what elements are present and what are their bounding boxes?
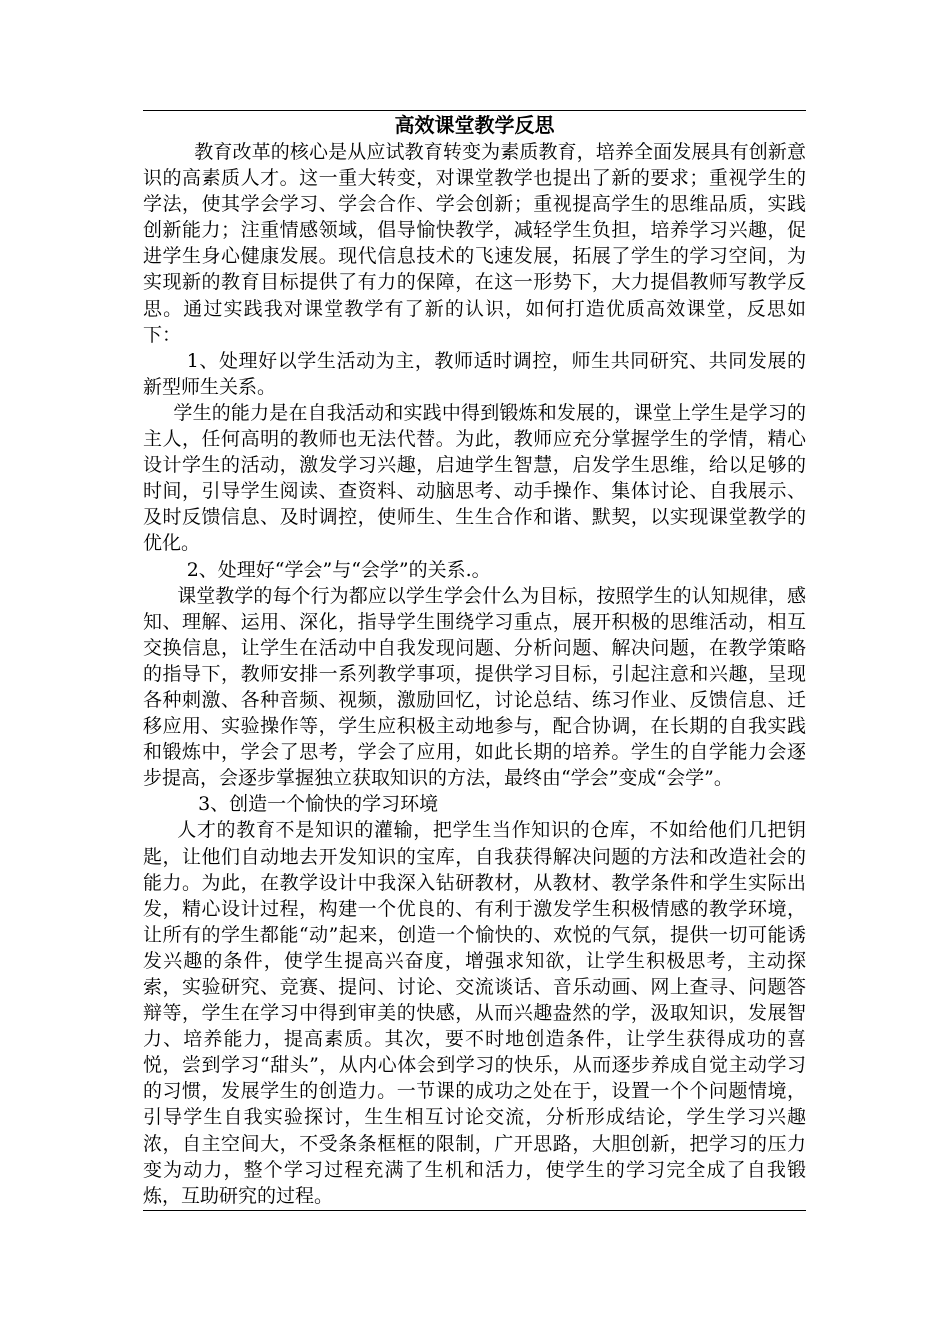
- section-3-paragraph: 人才的教育不是知识的灌输，把学生当作知识的仓库，不如给他们几把钥匙，让他们自动地去开发知识的宝库，自我获得解决问题的方法和改造社会的能力。为此，在教学设计中我深入钻研教材，从教材、教学条件和学生实际出发，精心设计过程，构建一个优良的、有利于激发学生积极情感的教学环境，让所有的学生都能“动”起来，创造一个愉快的、欢悦的气氛，提供一切可能诱发兴趣的条件，使学生提高兴奋度，增强求知欲，让学生积极思考，主动探索，实验研究、竞赛、提问、讨论、交流谈话、音乐动画、网上查寻、问题答辩等，学生在学习中得到审美的快感，从而兴趣盎然的学，汲取知识，发展智力、培养能力，提高素质。其次，要不时地创造条件，让学生获得成功的喜悦，尝到学习“甜头”，从内心体会到学习的快乐，从而逐步养成自觉主动学习的习惯，发展学生的创造力。一节课的成功之处在于，设置一个个问题情境，引导学生自我实验探讨，生生相互讨论交流，分析形成结论，学生学习兴趣浓，自主空间大，不受条条框框的限制，广开思路，大胆创新，把学习的压力变为动力，整个学习过程充满了生机和活力，使学生的学习完全成了自我锻炼，互助研究的过程。: [143, 819, 806, 1207]
- section-heading-3: 3、创造一个愉快的学习环境: [198, 793, 439, 816]
- section-heading-2: 2、处理好“学会”与“会学”的关系.。: [186, 558, 491, 581]
- section-1-paragraph: 学生的能力是在自我活动和实践中得到锻炼和发展的，课堂上学生是学习的主人，任何高明的教师也无法代替。为此，教师应充分掌握学生的学情，精心设计学生的活动，激发学习兴趣，启迪学生智慧，启发学生思维，给以足够的时间，引导学生阅读、查资料、动脑思考、动手操作、集体讨论、自我展示、及时反馈信息、及时调控，使师生、生生合作和谐、默契，以实现课堂教学的优化。: [143, 401, 806, 555]
- document-page: [143, 110, 806, 1211]
- intro-paragraph: 教育改革的核心是从应试教育转变为素质教育，培养全面发展具有创新意识的高素质人才。这一重大转变，对课堂教学也提出了新的要求；重视学生的学法，使其学会学习、学会合作、学会创新；重视提高学生的思维品质，实践创新能力；注重情感领域，倡导愉快教学，减轻学生负担，培养学习兴趣，促进学生身心健康发展。现代信息技术的飞速发展，拓展了学生的学习空间，为实现新的教育目标提供了有力的保障，在这一形势下，大力提倡教师写教学反思。通过实践我对课堂教学有了新的认识，如何打造优质高效课堂，反思如下：: [143, 141, 806, 346]
- document-title: 高效课堂教学反思: [394, 113, 555, 137]
- section-heading-1: 1、处理好以学生活动为主，教师适时调控，师生共同研究、共同发展的新型师生关系。: [143, 349, 806, 398]
- section-2-paragraph: 课堂教学的每个行为都应以学生学会什么为目标，按照学生的认知规律，感知、理解、运用、深化，指导学生围绕学习重点，展开积极的思维活动，相互交换信息，让学生在活动中自我发现问题、分析问题、解决问题，在教学策略的指导下，教师安排一系列教学事项，提供学习目标，引起注意和兴趣，呈现各种刺激、各种音频、视频，激励回忆，讨论总结、练习作业、反馈信息、迁移应用、实验操作等，学生应积极主动地参与，配合协调，在长期的自我实践和锻炼中，学会了思考，学会了应用，如此长期的培养。学生的自学能力会逐步提高，会逐步掌握独立获取知识的方法，最终由“学会”变成“会学”。: [143, 584, 806, 790]
- bottom-rule: [143, 1210, 806, 1211]
